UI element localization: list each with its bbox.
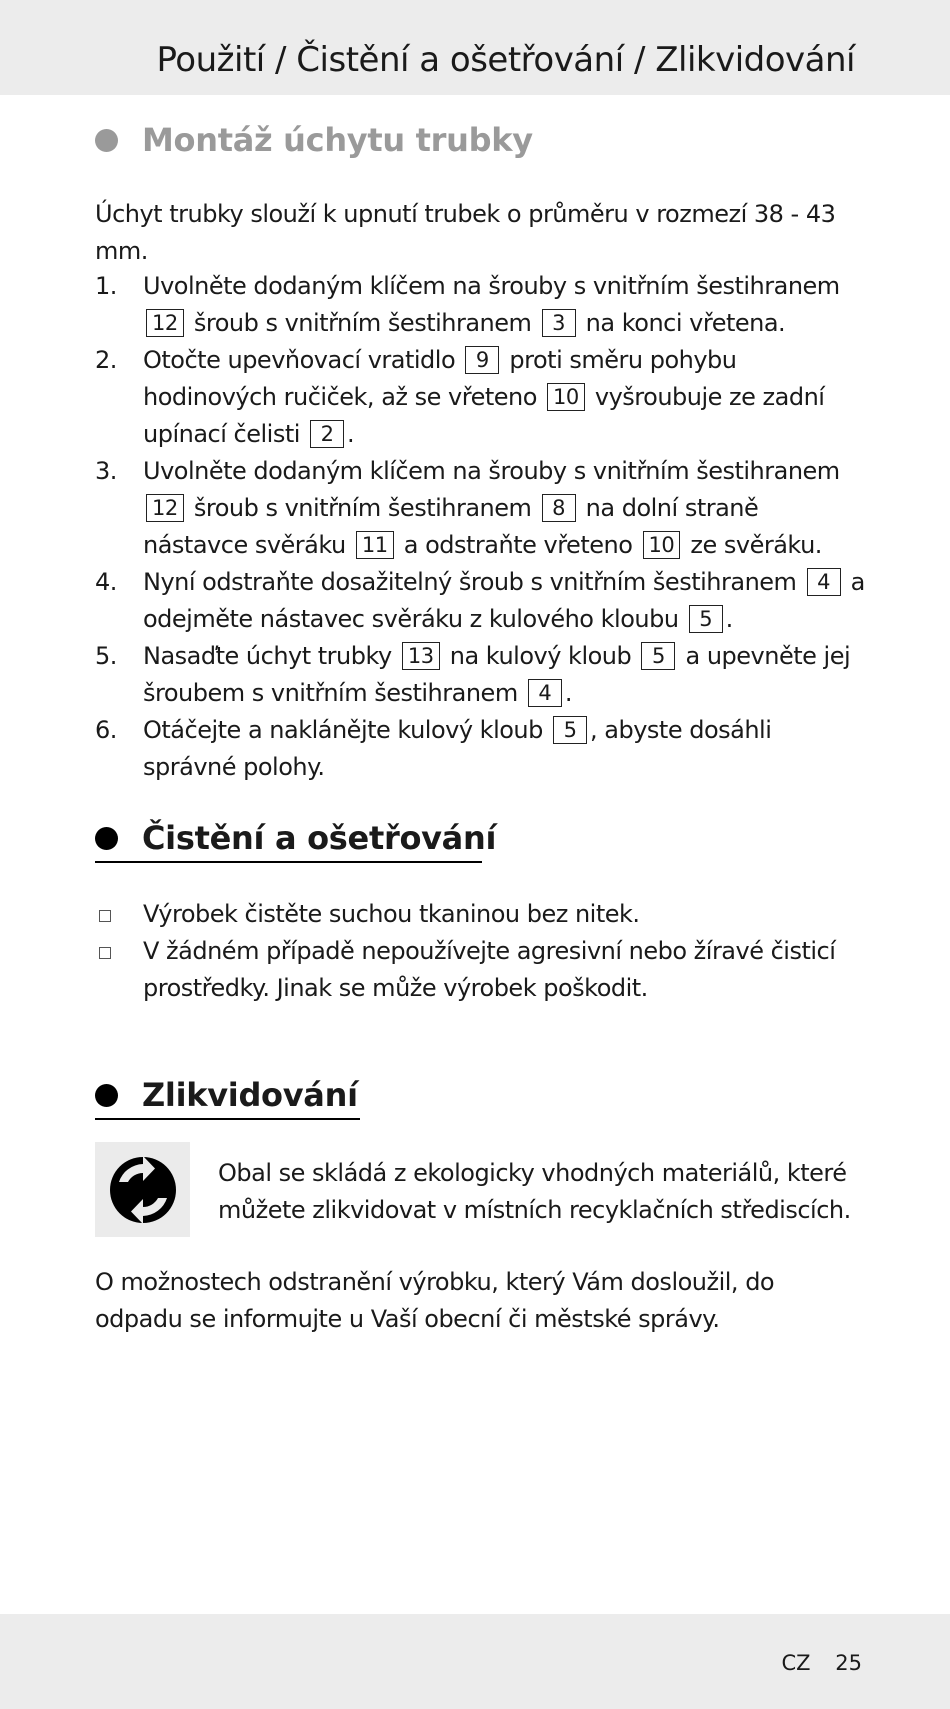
list-item-text: V žádném případě nepoužívejte agresivní nebo žíravé čisticí prostředky. Jinak se může výrobek poškodit. [143, 937, 836, 1002]
step-text-segment: a odstraňte vřeteno [396, 531, 640, 559]
page-number: 25 [835, 1651, 862, 1675]
step-text-segment: ze svěráku. [683, 531, 822, 559]
step-text-segment: Uvolněte dodaným klíčem na šrouby s vnitřním šestihranem [143, 457, 840, 485]
part-reference-number: 13 [402, 642, 440, 670]
step-item [95, 268, 865, 342]
step-item [95, 712, 865, 786]
step-item [95, 638, 865, 712]
section-bullet-icon [95, 1084, 118, 1107]
cleaning-list [95, 896, 865, 1007]
part-reference-number: 5 [553, 716, 587, 744]
part-reference-number: 12 [146, 494, 184, 522]
checkbox-square-icon [95, 933, 143, 1007]
step-text-segment: šroub s vnitřním šestihranem [186, 309, 539, 337]
step-text [143, 564, 865, 638]
step-text-segment: Otočte upevňovací vratidlo [143, 346, 463, 374]
step-number: 4. [95, 568, 117, 596]
part-reference-number: 2 [310, 420, 344, 448]
part-reference-number: 9 [465, 346, 499, 374]
cleaning-heading: Čistění a ošetřování [142, 819, 497, 857]
step-text-segment: . [347, 420, 355, 448]
step-text-segment: , abyste dosáhli správné polohy. [143, 716, 772, 781]
step-text-segment: na kulový kloub [442, 642, 639, 670]
list-item [95, 933, 865, 1007]
part-reference-number: 4 [807, 568, 841, 596]
part-reference-number: 10 [643, 531, 681, 559]
part-reference-number: 5 [689, 605, 723, 633]
page-title: Použití / Čistění a ošetřování / Zlikvidování [156, 40, 855, 80]
step-item [95, 564, 865, 638]
part-reference-number: 3 [542, 309, 576, 337]
step-text-segment: vyšroubuje ze zadní upínací čelisti [143, 383, 825, 448]
disposal-heading-rule [95, 1118, 360, 1120]
cleaning-heading-row [95, 819, 496, 857]
recycle-text: Obal se skládá z ekologicky vhodných materiálů, které můžete zlikvidovat v místních recyklačních střediscích. [218, 1159, 851, 1224]
step-text-segment: proti směru pohybu hodinových ručiček, až se vřeteno [143, 346, 737, 411]
section-bullet-icon [95, 827, 118, 850]
step-text-segment: na konci vřetena. [578, 309, 786, 337]
cleaning-heading-rule [95, 861, 482, 863]
step-text-segment: Otáčejte a naklánějte kulový kloub [143, 716, 550, 744]
step-text-segment: . [564, 679, 572, 707]
assembly-steps [95, 268, 865, 786]
step-number: 2. [95, 346, 117, 374]
language-code: CZ [781, 1651, 811, 1675]
step-text-segment: na dolní straně nástavce svěráku [143, 494, 759, 559]
part-reference-number: 8 [542, 494, 576, 522]
list-item-text: Výrobek čistěte suchou tkaninou bez nitek. [143, 900, 640, 928]
page-footer [0, 1614, 950, 1709]
step-number: 3. [95, 457, 117, 485]
list-item [95, 896, 865, 933]
part-reference-number: 11 [356, 531, 394, 559]
step-text-segment: . [725, 605, 733, 633]
step-number: 1. [95, 272, 117, 300]
step-number: 6. [95, 716, 117, 744]
step-text-segment: a upevněte jej šroubem s vnitřním šestihranem [143, 642, 851, 707]
step-text-segment: Nasaďte úchyt trubky [143, 642, 399, 670]
step-text-segment: Nyní odstraňte dosažitelný šroub s vnitřním šestihranem [143, 568, 804, 596]
part-reference-number: 12 [146, 309, 184, 337]
page-header [0, 0, 950, 95]
assembly-intro: Úchyt trubky slouží k upnutí trubek o průměru v rozmezí 38 - 43 mm. [95, 200, 836, 265]
step-text-segment: Uvolněte dodaným klíčem na šrouby s vnitřním šestihranem [143, 272, 840, 300]
checkbox-square-icon [95, 896, 143, 933]
disposal-heading: Zlikvidování [142, 1076, 358, 1114]
disposal-note: O možnostech odstranění výrobku, který Vám dosloužil, do odpadu se informujte u Vaší obecní či městské správy. [95, 1268, 775, 1333]
step-text [143, 712, 865, 786]
step-text-segment: a odejměte nástavec svěráku z kulového kloubu [143, 568, 865, 633]
disposal-heading-row [95, 1076, 358, 1114]
step-text-segment: šroub s vnitřním šestihranem [186, 494, 539, 522]
step-text [143, 638, 865, 712]
step-text [143, 268, 865, 342]
step-item [95, 453, 865, 564]
section-bullet-icon [95, 129, 118, 152]
assembly-heading-row [95, 121, 533, 159]
green-dot-recycling-icon [108, 1155, 178, 1225]
part-reference-number: 4 [528, 679, 562, 707]
recycle-icon-box [95, 1142, 190, 1237]
part-reference-number: 5 [641, 642, 675, 670]
step-item [95, 342, 865, 453]
assembly-heading: Montáž úchytu trubky [142, 121, 533, 159]
part-reference-number: 10 [547, 383, 585, 411]
step-text [143, 342, 865, 453]
step-text [143, 453, 865, 564]
step-number: 5. [95, 642, 117, 670]
